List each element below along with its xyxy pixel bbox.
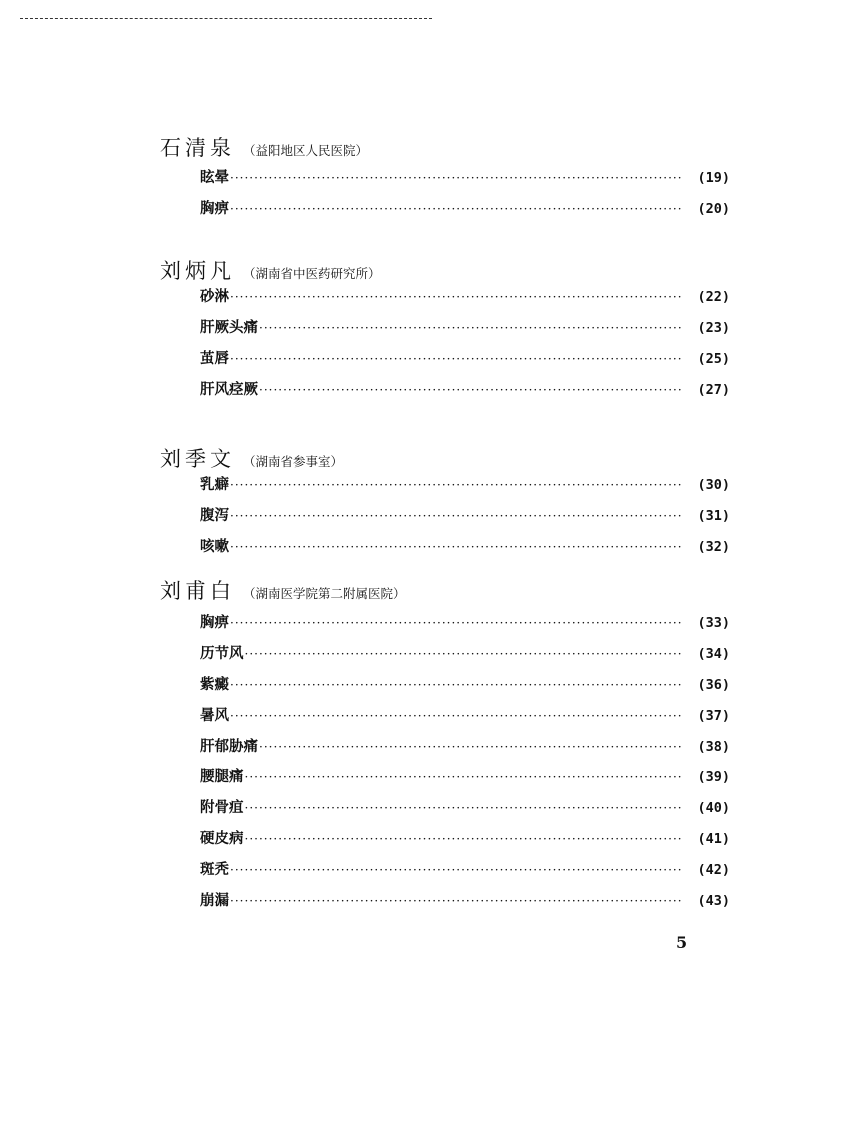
entry-page: (23) [697, 319, 730, 336]
author-affiliation: （湖南省中医药研究所） [243, 266, 381, 281]
entry-title: 斑秃 [200, 861, 229, 879]
entry-page: (30) [697, 477, 730, 493]
author-section [160, 575, 730, 920]
author-name: 刘季文 [160, 447, 235, 471]
author-affiliation: （湖南医学院第二附属医院） [243, 586, 406, 601]
toc-entry[interactable] [200, 765, 730, 796]
entry-page: (27) [697, 381, 730, 398]
dot-leader [230, 616, 682, 630]
toc-entry[interactable] [200, 827, 730, 858]
entry-title: 砂淋 [200, 288, 229, 305]
entry-title: 腰腿痛 [200, 768, 244, 786]
dot-leader [245, 770, 683, 784]
entry-page: (43) [697, 893, 730, 910]
toc-entry[interactable] [200, 473, 730, 504]
dot-leader [230, 171, 682, 185]
entry-title: 乳癖 [200, 476, 229, 493]
dot-leader [230, 863, 682, 877]
entry-title: 肝郁胁痛 [200, 737, 258, 755]
entry-title: 眩晕 [200, 169, 229, 186]
toc-entry[interactable] [200, 611, 730, 642]
toc-entry[interactable] [200, 166, 730, 197]
entry-title: 崩漏 [200, 892, 229, 910]
author-affiliation: （湖南省参事室） [243, 454, 344, 469]
author-name: 刘甫白 [160, 579, 235, 603]
entry-title: 肝厥头痛 [200, 318, 258, 336]
toc-entry[interactable] [200, 347, 730, 378]
toc-entry[interactable] [200, 316, 730, 347]
entry-title: 腹泻 [200, 506, 229, 524]
author-section [160, 255, 730, 409]
entry-page: (36) [697, 676, 730, 693]
dot-leader [230, 678, 682, 692]
author-section [160, 443, 730, 566]
dot-leader [230, 478, 682, 492]
toc-entry[interactable] [200, 858, 730, 889]
author-name: 石清泉 [160, 136, 235, 160]
toc-entry[interactable] [200, 796, 730, 827]
dot-leader [259, 383, 682, 397]
entry-page: (41) [697, 831, 730, 848]
page-number: 5 [676, 933, 688, 952]
entry-page: (38) [697, 738, 730, 755]
entry-title: 历节风 [200, 644, 244, 662]
author-section [160, 132, 730, 228]
toc-entry[interactable] [200, 642, 730, 673]
dot-leader [230, 202, 682, 216]
entry-page: (22) [697, 289, 730, 305]
dot-leader [230, 290, 682, 304]
author-heading [160, 132, 730, 162]
toc-entry[interactable] [200, 735, 730, 766]
author-heading [160, 255, 730, 285]
entry-title: 胸痹 [200, 614, 229, 631]
dot-leader [230, 894, 682, 908]
dot-leader [259, 740, 682, 754]
toc-entry[interactable] [200, 889, 730, 920]
entry-title: 附骨疽 [200, 799, 244, 817]
entry-page: (37) [697, 707, 730, 724]
entry-page: (33) [697, 615, 730, 631]
dot-leader [230, 352, 682, 366]
toc-entry[interactable] [200, 673, 730, 704]
dot-leader [230, 709, 682, 723]
entry-page: (40) [697, 800, 730, 817]
toc-entry[interactable] [200, 535, 730, 566]
entry-page: (25) [697, 350, 730, 367]
entry-page: (31) [697, 507, 730, 524]
toc-entry[interactable] [200, 197, 730, 228]
author-heading [160, 443, 730, 473]
dot-leader [245, 832, 683, 846]
toc-entry[interactable] [200, 378, 730, 409]
dot-leader [245, 801, 683, 815]
author-affiliation: （益阳地区人民医院） [243, 143, 369, 158]
entry-title: 茧唇 [200, 349, 229, 367]
author-heading [160, 575, 730, 605]
entry-title: 硬皮病 [200, 830, 244, 848]
author-name: 刘炳凡 [160, 259, 235, 283]
header-rule [20, 18, 432, 19]
dot-leader [230, 540, 682, 554]
dot-leader [245, 647, 683, 661]
entry-page: (20) [697, 200, 730, 217]
entry-title: 胸痹 [200, 199, 229, 217]
dot-leader [259, 321, 682, 335]
entry-title: 咳嗽 [200, 537, 229, 555]
entry-page: (32) [697, 538, 730, 555]
entry-page: (39) [697, 769, 730, 786]
entry-page: (42) [697, 862, 730, 879]
entry-title: 紫癜 [200, 675, 229, 693]
entry-page: (19) [697, 170, 730, 186]
dot-leader [230, 509, 682, 523]
entry-title: 暑风 [200, 706, 229, 724]
toc-entry[interactable] [200, 285, 730, 316]
toc-entry[interactable] [200, 504, 730, 535]
entry-page: (34) [697, 645, 730, 662]
toc-entry[interactable] [200, 704, 730, 735]
entry-title: 肝风痉厥 [200, 380, 258, 398]
